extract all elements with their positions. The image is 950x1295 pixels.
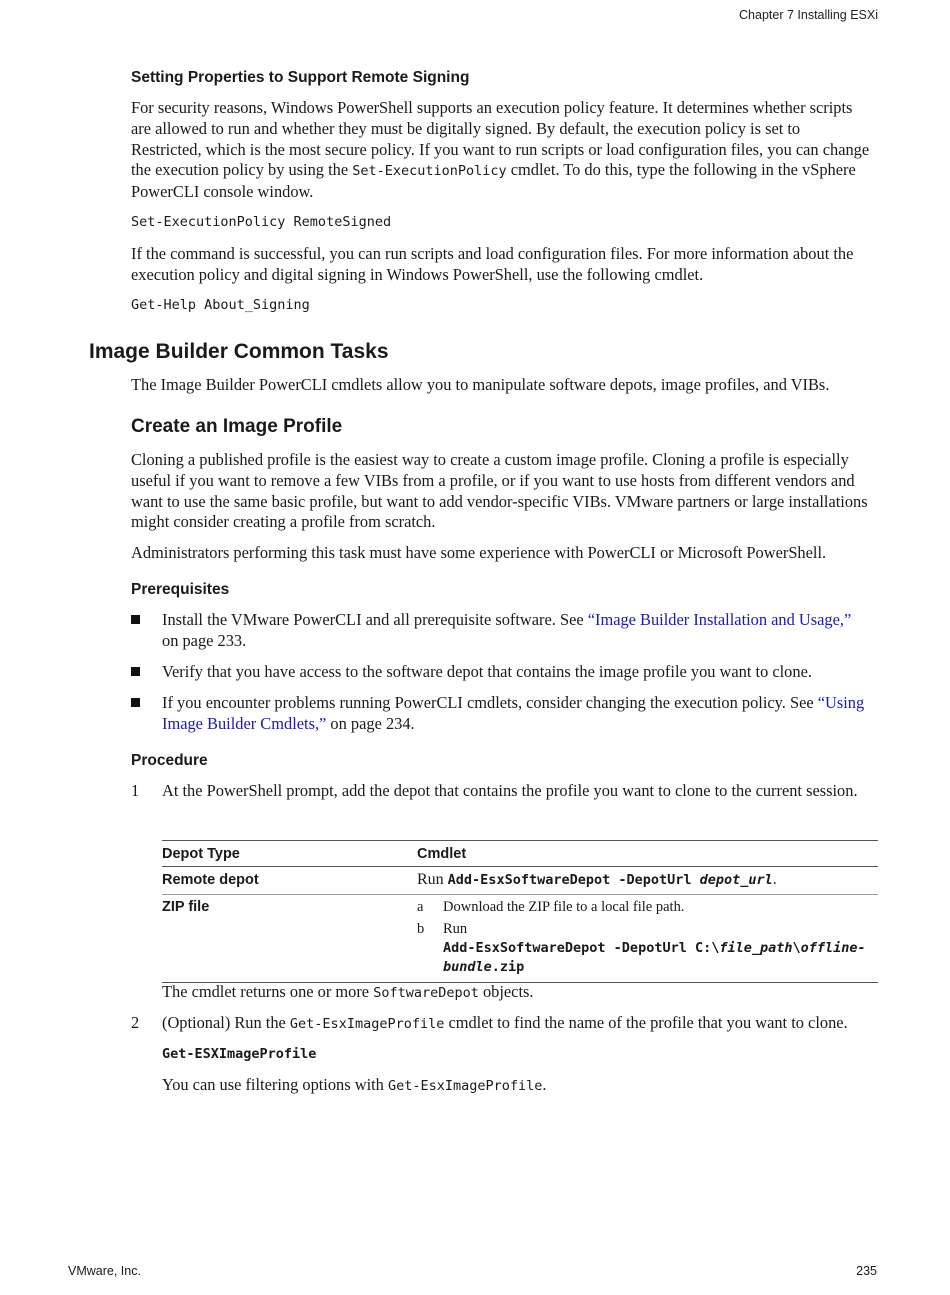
item-text: If you encounter problems running PowerCLI cmdlets, consider changing the execution policy. See bbox=[162, 693, 818, 712]
inline-code: Set-ExecutionPolicy bbox=[352, 163, 507, 180]
common-tasks-intro bbox=[131, 375, 871, 396]
cmdlet-code: .zip bbox=[491, 959, 525, 975]
inline-code: Get-EsxImageProfile bbox=[387, 1078, 543, 1094]
common-tasks-heading: Image Builder Common Tasks bbox=[89, 340, 389, 363]
create-profile-paragraph-2 bbox=[131, 543, 871, 564]
paragraph-text: objects. bbox=[478, 982, 534, 1001]
prerequisite-item bbox=[131, 662, 871, 683]
bullet-square-icon bbox=[131, 615, 140, 624]
step-text: At the PowerShell prompt, add the depot that contains the profile you want to clone to the current session. bbox=[162, 781, 858, 800]
cmdlet-code: Add-EsxSoftwareDepot -DepotUrl bbox=[447, 872, 700, 888]
paragraph-text: The cmdlet returns one or more bbox=[162, 982, 374, 1001]
procedure-step-2 bbox=[131, 1013, 871, 1035]
depot-type-cell: ZIP file bbox=[162, 899, 210, 915]
code-get-esximageprofile: Get-ESXImageProfile bbox=[162, 1046, 317, 1062]
xref-using-image-builder-cmdlets[interactable]: “Using Image Builder Cmdlets,” bbox=[162, 693, 865, 733]
remote-signing-paragraph-1 bbox=[131, 98, 871, 203]
procedure-step-1 bbox=[131, 781, 871, 802]
code-set-execution-policy: Set-ExecutionPolicy RemoteSigned bbox=[131, 214, 392, 230]
footer-company: VMware, Inc. bbox=[68, 1264, 141, 1278]
cmdlet-cell bbox=[417, 867, 878, 895]
bullet-square-icon bbox=[131, 667, 140, 676]
column-header-cmdlet: Cmdlet bbox=[417, 846, 467, 862]
prerequisite-item bbox=[131, 693, 871, 735]
substep-letter: a bbox=[417, 899, 424, 915]
table-row bbox=[162, 867, 878, 895]
substep-letter: b bbox=[417, 921, 425, 937]
substep-b bbox=[417, 920, 878, 977]
bullet-square-icon bbox=[131, 698, 140, 707]
item-text: Verify that you have access to the software depot that contains the image profile you want to clone. bbox=[162, 662, 812, 681]
procedure-heading: Procedure bbox=[131, 752, 208, 769]
paragraph-text: cmdlet. To do this, type the following in the vSphere PowerCLI console window. bbox=[131, 160, 856, 202]
prerequisite-item bbox=[131, 610, 871, 652]
paragraph-text: If the command is successful, you can run scripts and load configuration files. For more information about the execution policy and digital signing in Windows PowerShell, use the following cmdlet. bbox=[131, 244, 854, 284]
cmdlet-cell bbox=[417, 895, 878, 983]
cell-text: Run bbox=[417, 871, 448, 888]
substep-text: Run bbox=[443, 921, 468, 937]
cmdlet-argument: offline-bundle bbox=[443, 940, 866, 975]
remote-signing-paragraph-2 bbox=[131, 244, 871, 286]
paragraph-text: . bbox=[542, 1075, 547, 1094]
depot-type-cell: Remote depot bbox=[162, 872, 259, 888]
paragraph-text: Administrators performing this task must have some experience with PowerCLI or Microsoft PowerShell. bbox=[131, 543, 827, 562]
inline-code: Get-EsxImageProfile bbox=[289, 1016, 445, 1032]
cell-text: . bbox=[772, 871, 777, 888]
paragraph-text: You can use filtering options with bbox=[162, 1075, 388, 1094]
step-text: cmdlet to find the name of the profile that you want to clone. bbox=[444, 1013, 848, 1032]
step-text: (Optional) Run the bbox=[162, 1013, 290, 1032]
filtering-note bbox=[162, 1075, 872, 1097]
column-header-depot-type: Depot Type bbox=[162, 846, 240, 862]
step-number: 1 bbox=[131, 781, 140, 800]
item-text: Install the VMware PowerCLI and all prerequisite software. See bbox=[162, 610, 588, 629]
item-text: on page 233. bbox=[162, 630, 247, 650]
cmdlet-argument: file_path bbox=[719, 940, 793, 956]
prerequisites-heading: Prerequisites bbox=[131, 581, 230, 598]
running-header: Chapter 7 Installing ESXi bbox=[739, 8, 878, 22]
code-get-help: Get-Help About_Signing bbox=[131, 297, 310, 313]
remote-signing-heading: Setting Properties to Support Remote Signing bbox=[131, 69, 470, 86]
after-table-note bbox=[162, 982, 872, 1004]
cmdlet-code: \ bbox=[792, 940, 801, 956]
create-profile-paragraph-1 bbox=[131, 450, 871, 533]
table-header-row bbox=[162, 841, 878, 867]
table-row bbox=[162, 895, 878, 983]
cmdlet-code: Add-EsxSoftwareDepot -DepotUrl C:\ bbox=[443, 940, 720, 956]
create-profile-heading: Create an Image Profile bbox=[131, 416, 343, 437]
page-number: 235 bbox=[856, 1264, 877, 1278]
item-text: on page 234. bbox=[326, 713, 415, 733]
paragraph-text: The Image Builder PowerCLI cmdlets allow you to manipulate software depots, image profiles, and VIBs. bbox=[131, 375, 830, 394]
paragraph-text: For security reasons, Windows PowerShell supports an execution policy feature. It determines whether scripts are allowed to run and whether they must be digitally signed. By default, the execution policy is set to Restricted, which is the most secure policy. If you want to run scripts or load configuration files, you can change the execution policy by using the bbox=[131, 98, 870, 180]
xref-image-builder-installation[interactable]: “Image Builder Installation and Usage,” bbox=[587, 610, 852, 629]
substep-text: Download the ZIP file to a local file path. bbox=[443, 899, 685, 915]
inline-code: SoftwareDepot bbox=[373, 985, 479, 1001]
step-number: 2 bbox=[131, 1013, 140, 1032]
paragraph-text: Cloning a published profile is the easiest way to create a custom image profile. Cloning a profile is especially useful if you want to remove a few VIBs from a profile, or if you want to use hosts from different vendors and want to use the same basic profile, but want to add vendor-specific VIBs. VMware partners or large installations might consider creating a profile from scratch. bbox=[131, 450, 868, 532]
depot-type-table bbox=[162, 840, 878, 983]
cmdlet-argument: depot_url bbox=[699, 872, 773, 888]
substep-a bbox=[417, 898, 878, 917]
